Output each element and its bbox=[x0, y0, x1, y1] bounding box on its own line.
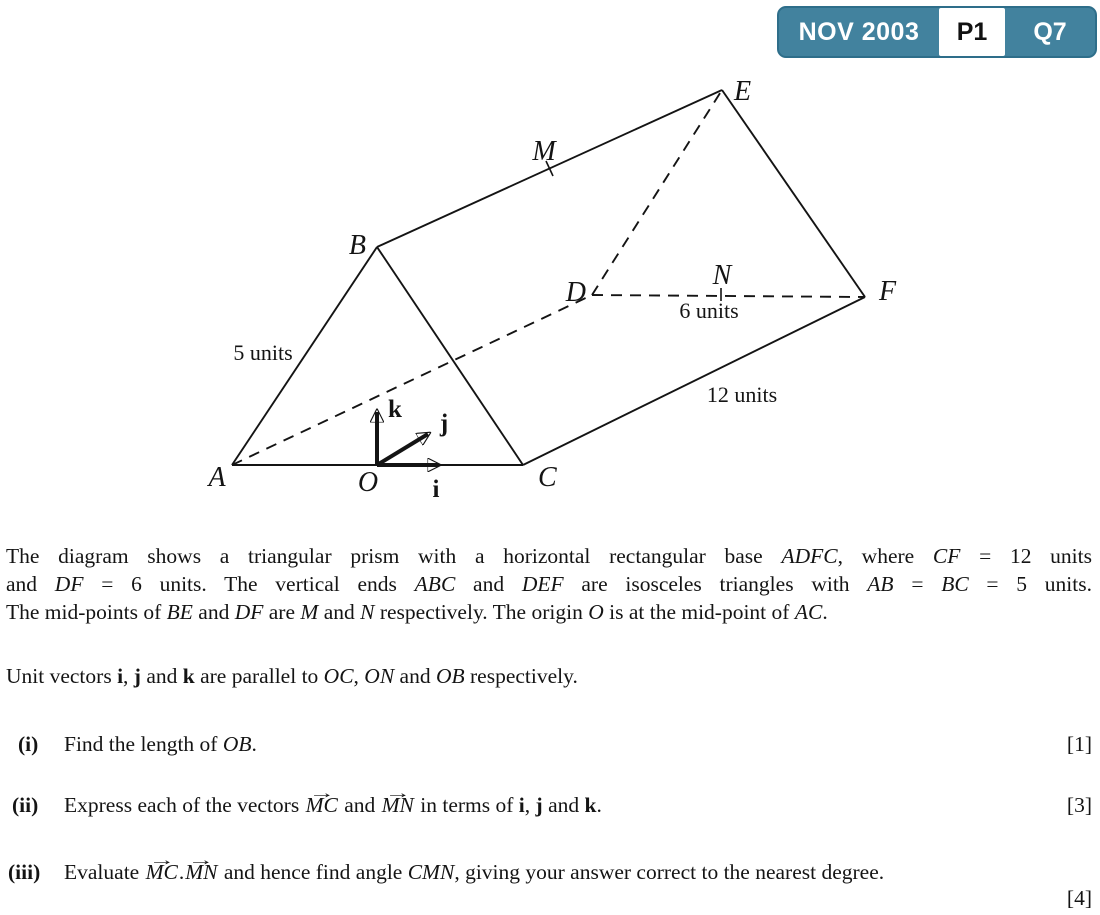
label-m: M bbox=[532, 136, 556, 167]
dimension-labels bbox=[233, 298, 777, 407]
label-d: D bbox=[565, 277, 586, 308]
vector-j-arrow bbox=[377, 434, 428, 465]
paper-number-label: P1 bbox=[956, 17, 988, 46]
part-ii-number: (ii) bbox=[12, 793, 39, 817]
unit-vector-labels bbox=[388, 396, 448, 503]
question-part-ii bbox=[8, 791, 1092, 819]
label-a: A bbox=[208, 462, 226, 493]
part-i-marks: [1] bbox=[1066, 732, 1092, 756]
label-n: N bbox=[712, 260, 732, 291]
part-iii-marks: [4] bbox=[1066, 886, 1092, 910]
part-ii-marks: [3] bbox=[1066, 793, 1092, 817]
part-iii-number: (iii) bbox=[8, 860, 41, 884]
exam-session-label: NOV 2003 bbox=[798, 17, 920, 46]
label-k: k bbox=[388, 396, 402, 423]
unit-vectors-statement: Unit vectors i, j and k are parallel to OC, ON and OB respectively. bbox=[6, 664, 578, 688]
part-i-text: Find the length of OB. bbox=[64, 732, 257, 756]
statement-line-1: The diagram shows a triangular prism with a horizontal rectangular base ADFC, where CF = 12 units bbox=[6, 544, 1092, 568]
dimension-ab: 5 units bbox=[233, 340, 293, 365]
label-i: i bbox=[432, 476, 440, 503]
part-iii-text: Evaluate → MC.→ MN and hence find angle CMN, giving your answer correct to the nearest degree. bbox=[64, 858, 1092, 886]
label-o: O bbox=[357, 467, 379, 498]
edge-ad-dashed bbox=[232, 295, 592, 465]
vertex-labels bbox=[206, 76, 897, 498]
dimension-df: 6 units bbox=[679, 298, 739, 323]
part-i-number: (i) bbox=[18, 732, 39, 756]
dimension-cf: 12 units bbox=[706, 382, 778, 407]
label-b: B bbox=[348, 230, 366, 261]
label-c: C bbox=[538, 462, 557, 493]
part-ii-text: Express each of the vectors → MC and → MN in terms of i, j and k. bbox=[64, 791, 1053, 819]
label-e: E bbox=[734, 76, 752, 107]
edge-ef bbox=[722, 90, 865, 297]
statement-line-2: and DF = 6 units. The vertical ends ABC and DEF are isosceles triangles with AB = BC = 5 units. bbox=[6, 572, 1092, 596]
question-part-i bbox=[8, 730, 1092, 758]
label-f: F bbox=[879, 276, 897, 307]
edge-de-dashed bbox=[592, 90, 722, 295]
unit-vector-arrows bbox=[377, 412, 438, 465]
statement-line-3: The mid-points of BE and DF are M and N respectively. The origin O is at the mid-point of AC. bbox=[6, 600, 828, 624]
edge-df-dashed bbox=[592, 295, 865, 297]
label-j: j bbox=[439, 410, 449, 437]
question-number-label: Q7 bbox=[1033, 17, 1067, 46]
edge-bc bbox=[377, 247, 523, 465]
question-part-iii bbox=[8, 858, 1092, 886]
